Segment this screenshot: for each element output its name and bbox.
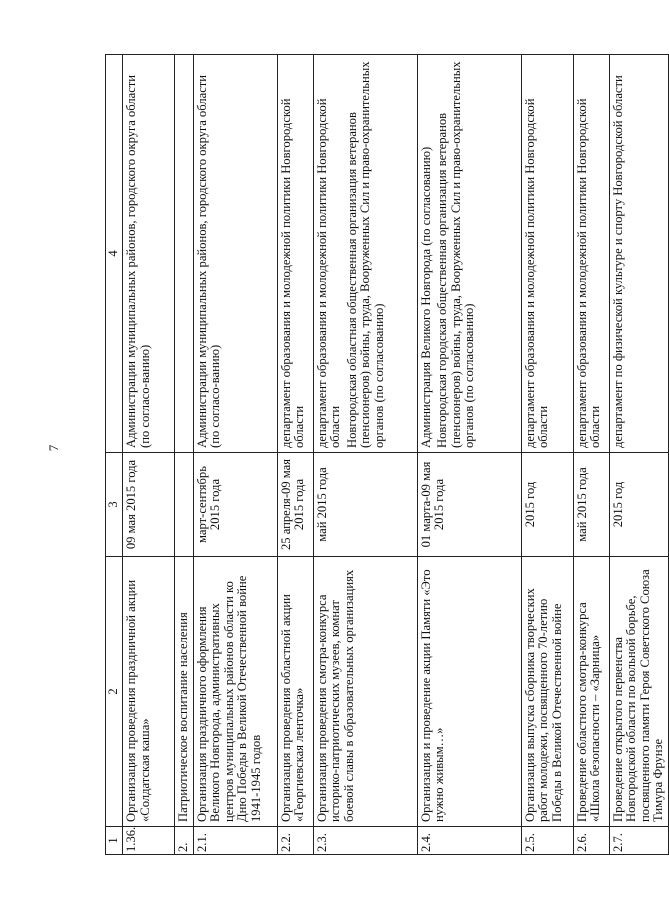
responsible-cell [573,55,609,453]
date-cell [175,453,194,557]
responsible-cell [175,55,194,453]
column-number: 1 [106,827,123,855]
page-number: 7 [46,444,61,452]
row-number: 2.1. [193,827,277,855]
responsible-text: Новгородская областная общественная организация ветеранов (пенсионеров) войны, труда, Вооруженных Сил и право-охранительных органов (по согласованию) [344,61,386,448]
rotated-table-frame [105,55,666,855]
row-number: 2.3. [313,827,417,855]
responsible-cell [313,55,417,453]
responsible-text: департамент образования и молодежной политики Новгородской области [574,98,603,448]
responsible-cell [521,55,573,453]
responsible-cell [277,55,313,453]
row-number: 2.7. [609,827,668,855]
date-cell: 2015 год [609,453,668,557]
responsible-text: департамент образования и молодежной политики Новгородской области [278,98,307,448]
table-row [175,55,194,855]
event-cell: Организация проведения областной акции «Георгиевская ленточка» [277,557,313,827]
responsible-text: Новгородская городская общественная организация ветеранов (пенсионеров) войны, труда, Вооруженных Сил и право-охранительных органов (по согласованию) [435,61,477,448]
responsible-text: Администрации муниципальных районов, городского округа области (по согласо-ванию) [124,74,152,448]
event-cell: Организация проведения праздничной акции «Солдатская каша» [123,557,175,827]
event-cell: Организация и проведение акции Памяти «Это нужно живым…» [417,557,521,827]
row-number: 2.5. [521,827,573,855]
row-number: 2.6. [573,827,609,855]
column-number: 3 [106,453,123,557]
table-row [277,55,313,855]
responsible-text: департамент образования и молодежной политики Новгородской области [314,98,343,448]
date-cell: май 2015 года [313,453,417,557]
responsible-cell [123,55,175,453]
table-row [417,55,521,855]
table-row [193,55,277,855]
event-cell: Организация выпуска сборника творческих работ молодежи, посвященного 70-летию Победы в Великой Отечественной войне [521,557,573,827]
column-number: 4 [106,55,123,453]
row-number: 1.36. [123,827,175,855]
row-number: 2. [175,827,194,855]
responsible-cell [193,55,277,453]
row-number: 2.2. [277,827,313,855]
table-row [123,55,175,855]
date-cell: май 2015 года [573,453,609,557]
responsible-cell [417,55,521,453]
column-number-row [106,55,123,855]
event-cell: Организация проведения смотра-конкурса историко-патриотических музеев, комнат боевой славы в образовательных организациях [313,557,417,827]
event-cell: Проведение открытого первенства Новгородской области по вольной борьбе, посвященного памяти Героя Советского Союза Тимура Фрунзе [609,557,668,827]
date-cell: 01 марта-09 мая 2015 года [417,453,521,557]
events-table [105,54,669,855]
table-row [521,55,573,855]
column-number: 2 [106,557,123,827]
date-cell: 2015 год [521,453,573,557]
event-cell: Проведение областного смотра-конкурса «Школа безопасности – «Зарница» [573,557,609,827]
responsible-text: Администрация Великого Новгорода (по согласованию) [418,146,433,448]
date-cell: 25 апреля-09 мая 2015 года [277,453,313,557]
responsible-text: департамент по физической культуре и спорту Новгородской области [610,75,625,448]
table-row [313,55,417,855]
responsible-text: Администрации муниципальных районов, городского округа области (по согласо-ванию) [194,74,223,448]
table-row [573,55,609,855]
responsible-text: департамент образования и молодежной политики Новгородской области [522,98,551,448]
table-container [105,55,666,855]
row-number: 2.4. [417,827,521,855]
date-cell: 09 мая 2015 года [123,453,175,557]
event-cell: Организация праздничного оформления Великого Новгорода, административных центров муниципальных районов области ко Дню Победы в Великой Отечественной войне 1941-1945 годов [193,557,277,827]
table-row [609,55,668,855]
section-title-cell: Патриотическое воспитание населения [175,557,194,827]
date-cell: март-сентябрь 2015 года [193,453,277,557]
responsible-cell [609,55,668,453]
